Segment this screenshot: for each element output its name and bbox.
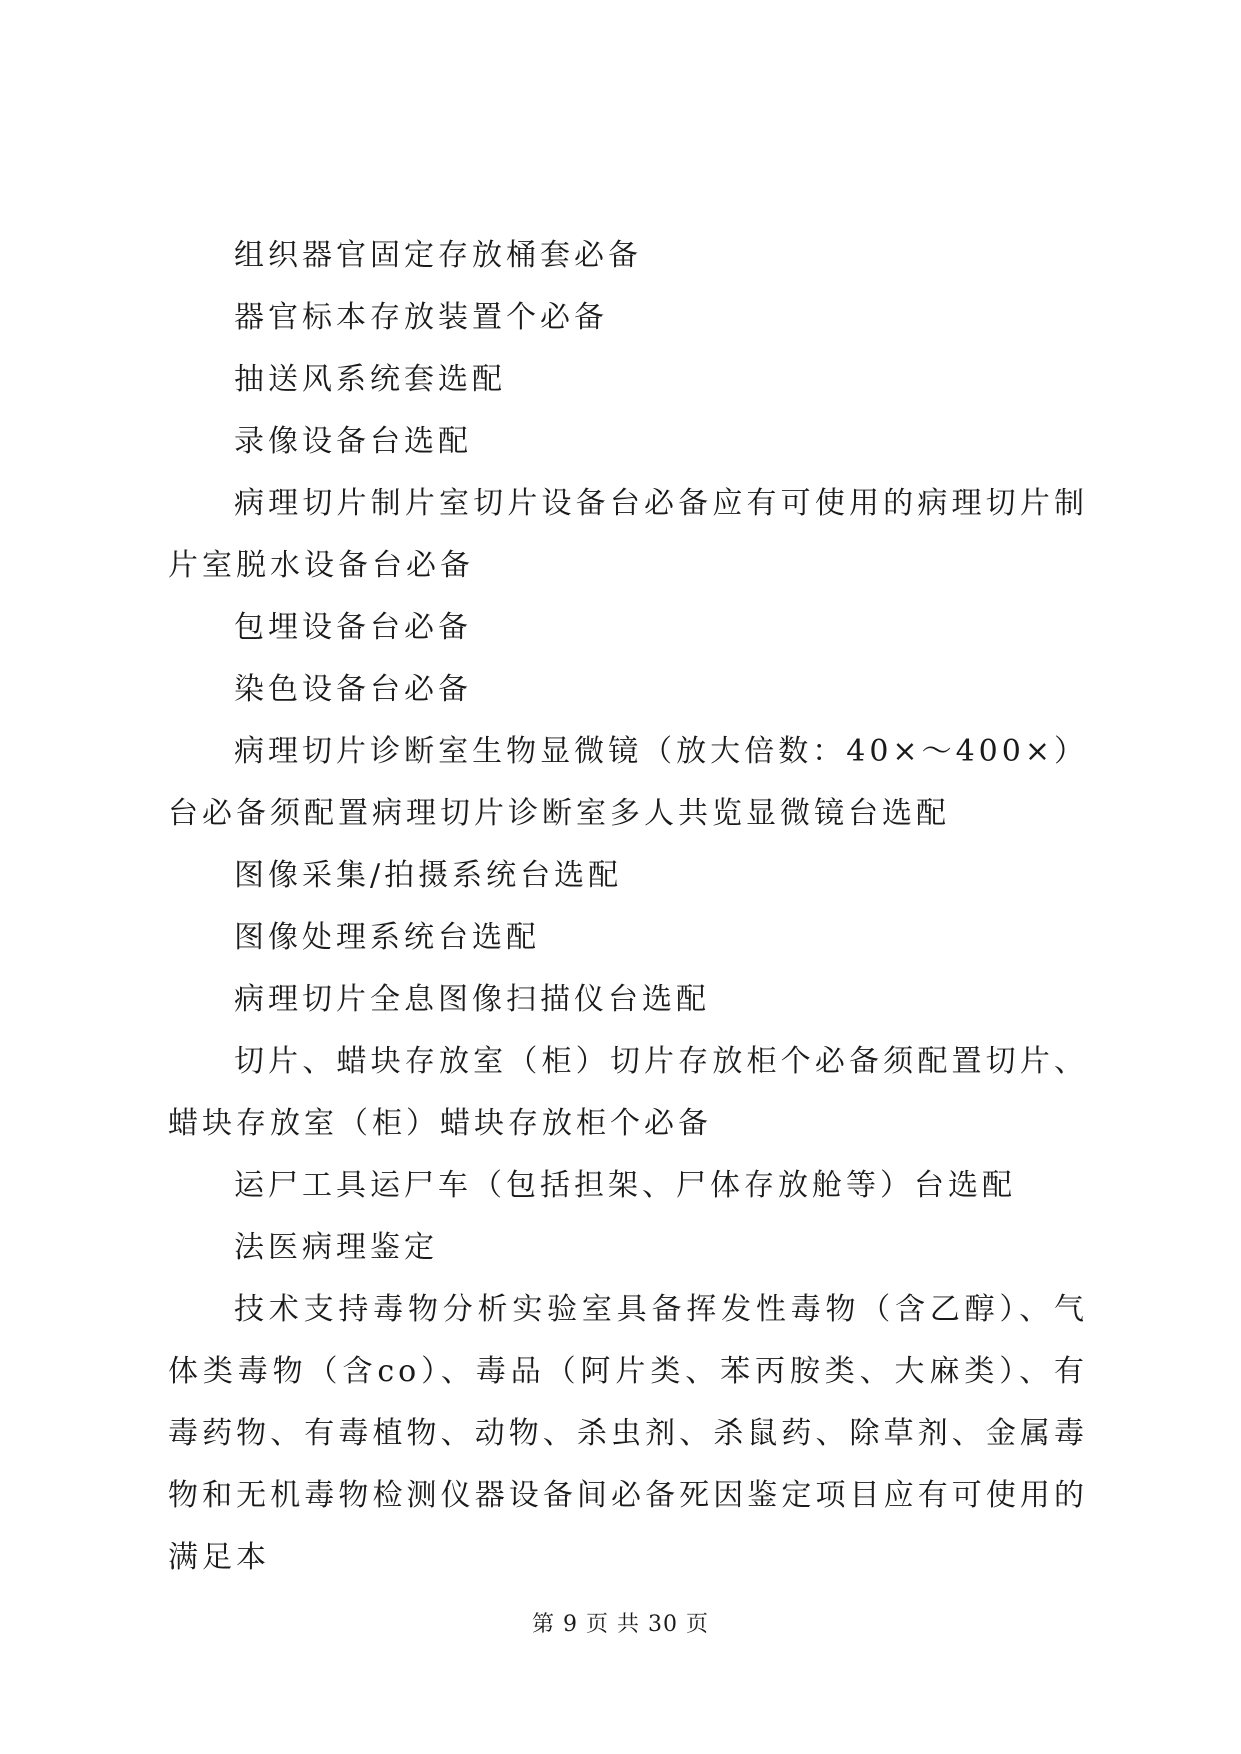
- paragraph: 图像处理系统台选配: [234, 920, 540, 955]
- paragraph: 组织器官固定存放桶套必备: [234, 238, 642, 273]
- paragraph: 包埋设备台必备: [234, 610, 472, 645]
- paragraph: 技术支持毒物分析实验室具备挥发性毒物（含乙醇）、气体类毒物（含co）、毒品（阿片类、苯丙胺类、大麻类）、有毒药物、有毒植物、动物、杀虫剂、杀鼠药、除草剂、金属毒物和无机毒物检测仪器设备间必备死因鉴定项目应有可使用的满足本: [168, 1292, 1088, 1575]
- paragraph: 病理切片诊断室生物显微镜（放大倍数：40×～400×）台必备须配置病理切片诊断室多人共览显微镜台选配: [168, 734, 1088, 831]
- paragraph: 运尸工具运尸车（包括担架、尸体存放舱等）台选配: [234, 1168, 1016, 1203]
- paragraph: 切片、蜡块存放室（柜）切片存放柜个必备须配置切片、蜡块存放室（柜）蜡块存放柜个必备: [168, 1044, 1088, 1141]
- paragraph: 抽送风系统套选配: [234, 362, 506, 397]
- paragraph: 器官标本存放装置个必备: [234, 300, 608, 335]
- paragraph: 染色设备台必备: [234, 672, 472, 707]
- document-body: [168, 225, 1088, 1589]
- page-number-footer: 第 9 页 共 30 页: [532, 1612, 709, 1637]
- paragraph: 病理切片全息图像扫描仪台选配: [234, 982, 710, 1017]
- paragraph: 图像采集/拍摄系统台选配: [234, 858, 623, 893]
- paragraph: 录像设备台选配: [234, 424, 472, 459]
- paragraph: 法医病理鉴定: [234, 1230, 438, 1265]
- paragraph: 病理切片制片室切片设备台必备应有可使用的病理切片制片室脱水设备台必备: [168, 486, 1088, 583]
